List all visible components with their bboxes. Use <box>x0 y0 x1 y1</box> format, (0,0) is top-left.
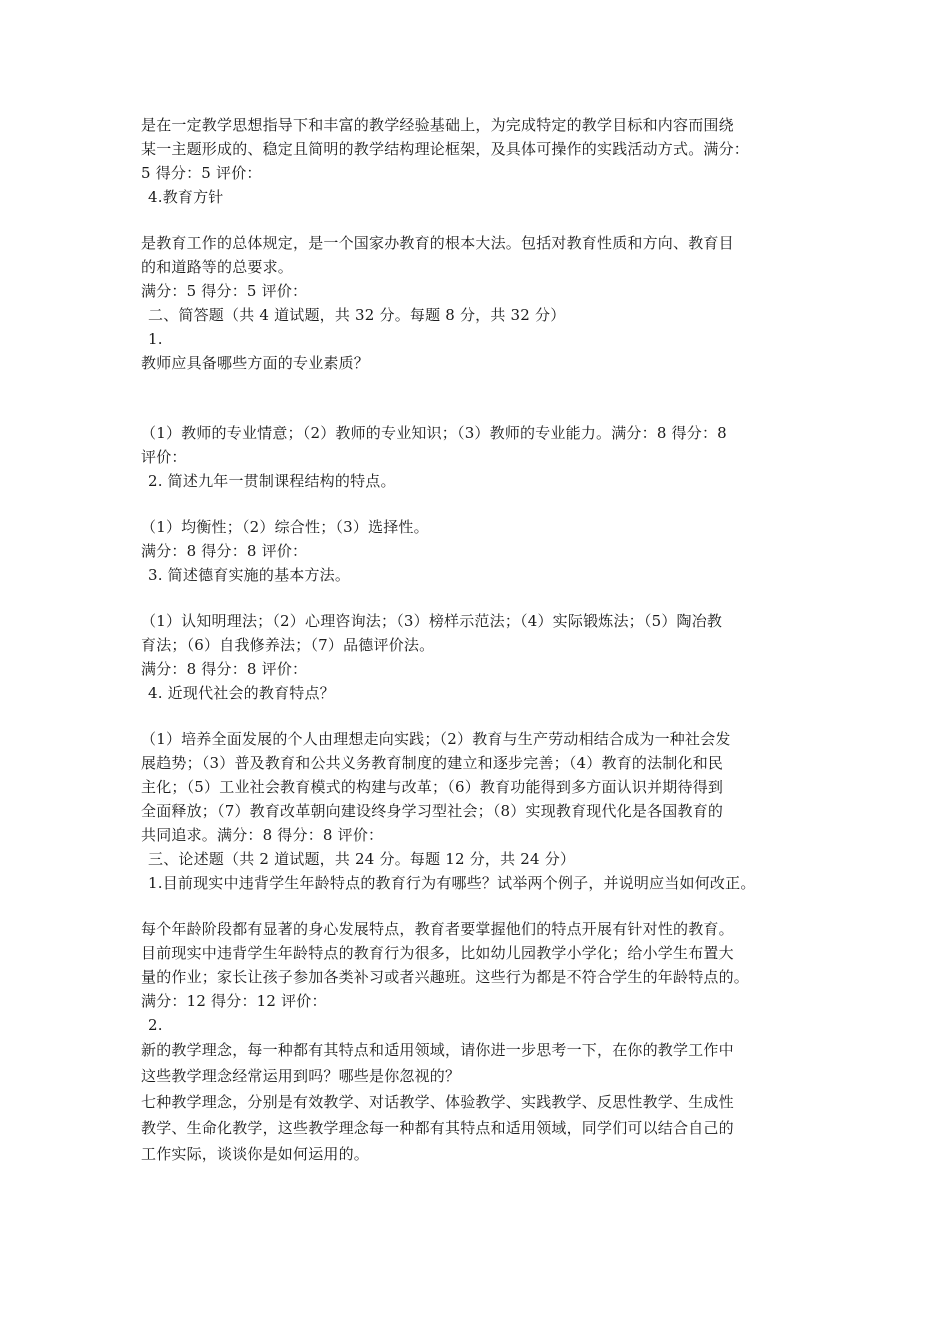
s2-q3-answer <box>141 609 831 657</box>
document-page <box>141 113 831 1167</box>
answer-score: 满分：12 得分：12 评价： <box>141 992 327 1010</box>
answer-line: 共同追求。满分：8 得分：8 评价： <box>141 826 384 844</box>
question-number: 2. <box>148 1016 163 1034</box>
section-title: 二、简答题（共 4 道试题，共 32 分。每题 8 分，共 32 分） <box>148 306 566 324</box>
answer-score: 满分：8 得分：8 评价： <box>141 542 308 560</box>
question-title: 4.教育方针 <box>148 188 224 206</box>
answer-line: （1）教师的专业情意；（2）教师的专业知识；（3）教师的专业能力。满分：8 得分：8 <box>141 424 727 442</box>
intro-answer <box>141 113 831 185</box>
s3-q2-question <box>141 1037 831 1089</box>
answer-line: 全面释放；（7）教育改革朝向建设终身学习型社会；（8）实现教育现代化是各国教育的 <box>141 802 724 820</box>
answer-line: 工作实际，谈谈你是如何运用的。 <box>141 1145 370 1163</box>
s2-q4-answer <box>141 727 831 847</box>
answer-score: 满分：8 得分：8 评价： <box>141 660 308 678</box>
question-title: 4. 近现代社会的教育特点？ <box>148 684 335 702</box>
question-title: 2. 简述九年一贯制课程结构的特点。 <box>148 472 396 490</box>
q4-answer <box>141 231 831 279</box>
answer-line: 是教育工作的总体规定，是一个国家办教育的根本大法。包括对教育性质和方向、教育目 <box>141 234 734 252</box>
question-text: 这些教学理念经常运用到吗？哪些是你忽视的？ <box>141 1067 461 1085</box>
answer-line: 目前现实中违背学生年龄特点的教育行为很多，比如幼儿园教学小学化；给小学生布置大 <box>141 944 734 962</box>
answer-line: 某一主题形成的、稳定且简明的教学结构理论框架，及具体可操作的实践活动方式。满分： <box>141 140 750 158</box>
question-text: 教师应具备哪些方面的专业素质？ <box>141 354 370 372</box>
section-title: 三、论述题（共 2 道试题，共 24 分。每题 12 分，共 24 分） <box>148 850 576 868</box>
answer-line: 量的作业；家长让孩子参加各类补习或者兴趣班。这些行为都是不符合学生的年龄特点的。 <box>141 968 750 986</box>
answer-line: 每个年龄阶段都有显著的身心发展特点，教育者要掌握他们的特点开展有针对性的教育。 <box>141 920 734 938</box>
answer-line: 的和道路等的总要求。 <box>141 258 294 276</box>
s3-q1-answer <box>141 917 831 989</box>
answer-line: 教学、生命化教学，这些教学理念每一种都有其特点和适用领域，同学们可以结合自己的 <box>141 1119 734 1137</box>
question-title: 3. 简述德育实施的基本方法。 <box>148 566 351 584</box>
answer-score: 评价： <box>141 448 187 466</box>
answer-line: 是在一定教学思想指导下和丰富的教学经验基础上，为完成特定的教学目标和内容而围绕 <box>141 116 734 134</box>
question-text: 新的教学理念，每一种都有其特点和适用领域，请你进一步思考一下，在你的教学工作中 <box>141 1041 734 1059</box>
s3-q2-answer <box>141 1089 831 1167</box>
answer-line: （1）均衡性；（2）综合性；（3）选择性。 <box>141 518 429 536</box>
question-title: 1.目前现实中违背学生年龄特点的教育行为有哪些？试举两个例子，并说明应当如何改正。 <box>148 874 756 892</box>
answer-line: 育法；（6）自我修养法；（7）品德评价法。 <box>141 636 435 654</box>
answer-line: 主化；（5）工业社会教育模式的构建与改革；（6）教育功能得到多方面认识并期待得到 <box>141 778 724 796</box>
answer-line: （1）认知明理法；（2）心理咨询法；（3）榜样示范法；（4）实际锻炼法；（5）陶冶教 <box>141 612 723 630</box>
question-number: 1. <box>148 330 163 348</box>
s2-q1-answer <box>141 421 831 469</box>
answer-line: 展趋势；（3）普及教育和公共义务教育制度的建立和逐步完善；（4）教育的法制化和民 <box>141 754 724 772</box>
answer-score: 5 得分：5 评价： <box>141 164 262 182</box>
answer-line: （1）培养全面发展的个人由理想走向实践；（2）教育与生产劳动相结合成为一种社会发 <box>141 730 731 748</box>
answer-score: 满分：5 得分：5 评价： <box>141 282 308 300</box>
answer-line: 七种教学理念，分别是有效教学、对话教学、体验教学、实践教学、反思性教学、生成性 <box>141 1093 734 1111</box>
